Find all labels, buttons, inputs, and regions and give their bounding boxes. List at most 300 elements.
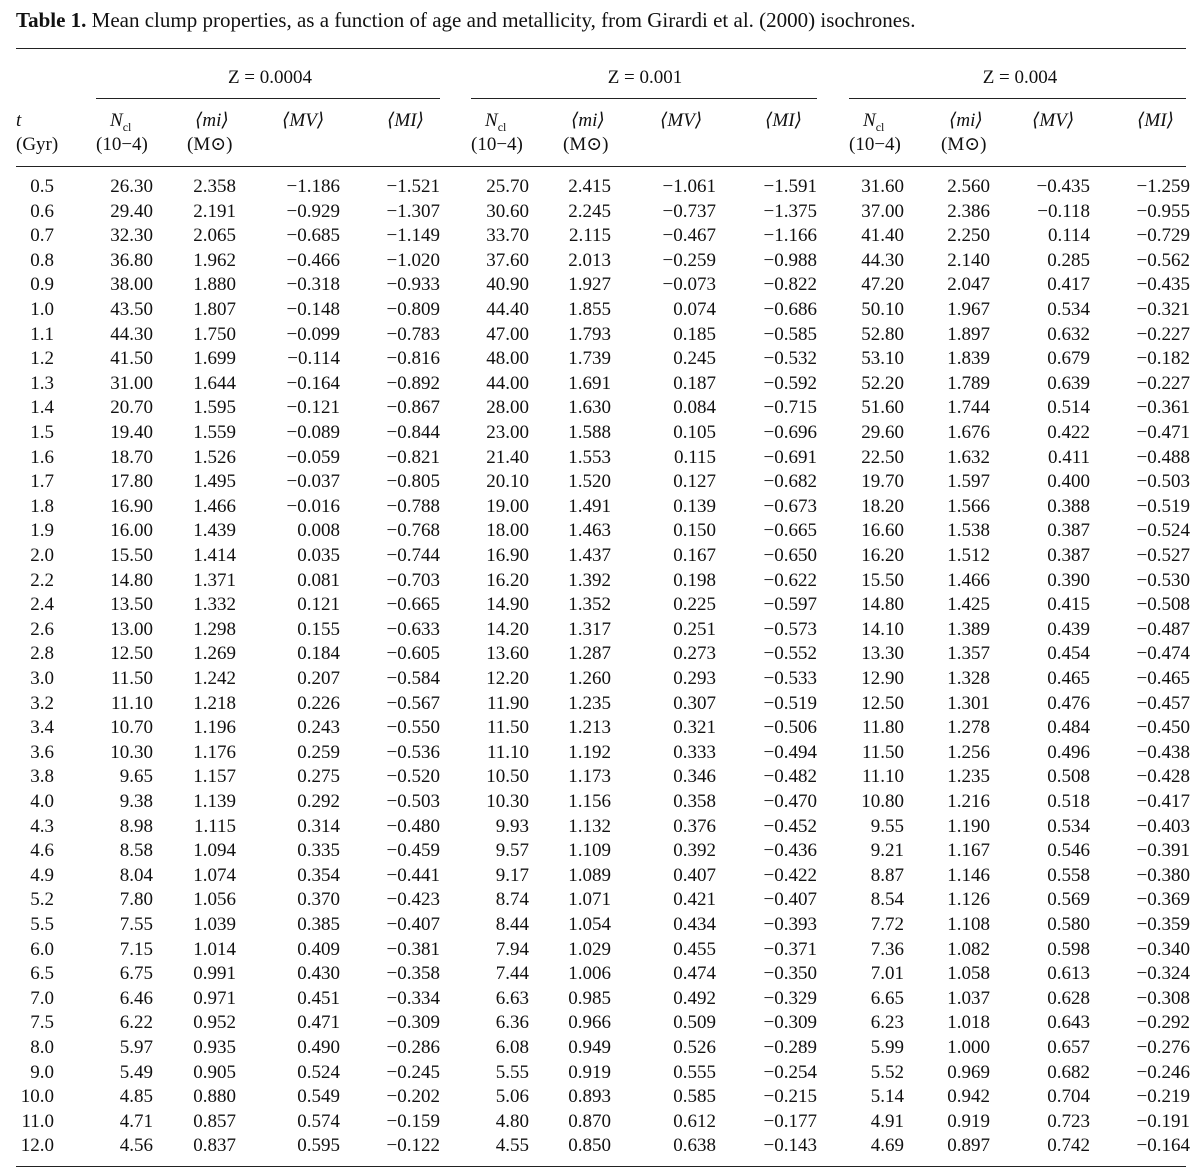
table-row: [0, 1134, 1200, 1159]
table-cell: 0.008: [297, 520, 340, 542]
ncl-symbol: N: [110, 110, 123, 131]
mi-symbol: ⟨mi⟩: [949, 110, 983, 131]
table-cell: −0.482: [763, 766, 817, 788]
table-cell: −0.471: [1136, 422, 1190, 443]
table-cell: 2.250: [947, 225, 990, 247]
table-cell: 2.065: [193, 225, 236, 247]
table-cell: 0.400: [1047, 471, 1090, 493]
table-cell: 0.595: [297, 1135, 340, 1157]
table-cell: 31.60: [861, 176, 904, 197]
table-cell: 8.58: [119, 840, 153, 862]
mi-header-1: [195, 110, 255, 132]
table-cell: 0.155: [297, 618, 340, 640]
table-cell: 0.150: [673, 520, 716, 542]
table-cell: 12.50: [110, 643, 153, 665]
table-cell: 1.298: [193, 618, 236, 640]
table-cell: 1.332: [193, 594, 236, 616]
table-cell: 1.109: [568, 840, 611, 862]
table-cell: 0.509: [673, 1012, 716, 1034]
table-cell: 0.639: [1047, 372, 1090, 394]
table-cell: 19.40: [110, 422, 153, 443]
table-cell: 1.750: [193, 323, 236, 345]
table-cell: 0.549: [297, 1086, 340, 1108]
table-cell: 1.157: [193, 766, 236, 788]
table-cell: −1.375: [763, 200, 817, 222]
table-cell: 0.127: [673, 471, 716, 493]
table-cell: −0.334: [386, 987, 440, 1009]
table-cell: 9.0: [30, 1061, 54, 1083]
table-cell: 0.225: [673, 594, 716, 616]
table-cell: −0.037: [286, 471, 340, 493]
table-cell: 0.514: [1047, 397, 1090, 419]
table-cell: 2.6: [30, 618, 54, 640]
table-cell: −0.508: [1136, 594, 1190, 616]
ncl-sub: cl: [497, 119, 507, 134]
table-cell: 2.386: [947, 200, 990, 222]
table-cell: −0.592: [763, 372, 817, 394]
table-cell: −0.691: [763, 446, 817, 468]
group-underline-3: [849, 98, 1186, 99]
table-cell: 4.69: [870, 1135, 904, 1157]
table-cell: −0.423: [386, 889, 440, 911]
table-cell: −0.821: [386, 446, 440, 468]
table-cell: 5.97: [119, 1037, 153, 1058]
table-cell: 1.108: [947, 914, 990, 935]
table-cell: 11.10: [110, 692, 153, 714]
table-cell: 1.301: [947, 692, 990, 714]
table-cell: 1.526: [193, 446, 236, 468]
table-cell: 0.857: [193, 1110, 236, 1132]
table-cell: 32.30: [110, 225, 153, 247]
table-cell: −0.737: [662, 200, 716, 222]
table-cell: −1.061: [662, 176, 716, 197]
table-row: [0, 962, 1200, 987]
table-cell: 14.20: [486, 618, 529, 640]
table-cell: 41.50: [110, 348, 153, 370]
table-cell: 8.44: [495, 914, 529, 935]
table-cell: −0.744: [386, 545, 440, 566]
table-cell: 0.409: [297, 938, 340, 960]
table-cell: 0.387: [1047, 520, 1090, 542]
table-cell: 1.167: [947, 840, 990, 862]
ncl-unit-header-2: [471, 134, 541, 156]
table-cell: −0.182: [1136, 348, 1190, 370]
table-cell: 1.793: [568, 323, 611, 345]
table-cell: 6.0: [30, 938, 54, 960]
table-cell: 1.242: [193, 668, 236, 689]
table-cell: 0.704: [1047, 1086, 1090, 1108]
table-cell: 1.139: [193, 791, 236, 812]
table-cell: 1.414: [193, 545, 236, 566]
table-cell: 1.196: [193, 717, 236, 739]
table-cell: 9.38: [119, 791, 153, 812]
table-cell: 0.5: [30, 176, 54, 197]
table-cell: 5.5: [30, 914, 54, 935]
table-cell: −0.329: [763, 987, 817, 1009]
table-cell: 1.317: [568, 618, 611, 640]
table-cell: 1.7: [30, 471, 54, 493]
mi-unit-header-2: [563, 134, 623, 156]
table-cell: 0.952: [193, 1012, 236, 1034]
table-cell: 12.50: [861, 692, 904, 714]
ncl-unit-header-1: [96, 134, 166, 156]
table-cell: 1.256: [947, 741, 990, 763]
table-cell: −0.324: [1136, 963, 1190, 985]
group-header-z004: Z = 0.004: [982, 67, 1058, 88]
table-cell: 7.55: [119, 914, 153, 935]
table-cell: −0.308: [1136, 987, 1190, 1009]
table-cell: 10.70: [110, 717, 153, 739]
table-cell: 37.00: [861, 200, 904, 222]
table-cell: 1.466: [193, 495, 236, 517]
table-cell: 0.139: [673, 495, 716, 517]
table-cell: 0.612: [673, 1110, 716, 1132]
table-cell: −0.393: [763, 914, 817, 935]
table-cell: −0.227: [1136, 323, 1190, 345]
table-cell: 10.0: [20, 1086, 54, 1108]
table-cell: 1.3: [30, 372, 54, 394]
table-cell: −1.307: [386, 200, 440, 222]
table-cell: 7.01: [870, 963, 904, 985]
table-cell: 1.132: [568, 815, 611, 837]
table-cell: 1.630: [568, 397, 611, 419]
table-cell: −0.245: [386, 1061, 440, 1083]
mi-symbol: ⟨mi⟩: [571, 110, 605, 131]
table-cell: 0.421: [673, 889, 716, 911]
table-cell: 1.235: [947, 766, 990, 788]
table-cell: 0.293: [673, 668, 716, 689]
table-cell: 12.0: [20, 1135, 54, 1157]
table-cell: −0.503: [1136, 471, 1190, 493]
table-cell: 0.723: [1047, 1110, 1090, 1132]
table-cell: −0.143: [763, 1135, 817, 1157]
table-cell: −0.467: [662, 225, 716, 247]
table-cell: −0.441: [386, 864, 440, 886]
table-cell: 1.2: [30, 348, 54, 370]
table-row: [0, 667, 1200, 692]
table-cell: 16.60: [861, 520, 904, 542]
table-cell: −0.573: [763, 618, 817, 640]
table-cell: 3.4: [30, 717, 54, 739]
table-cell: −0.459: [386, 840, 440, 862]
table-cell: 52.80: [861, 323, 904, 345]
table-cell: 0.407: [673, 864, 716, 886]
table-cell: 5.55: [495, 1061, 529, 1083]
table-cell: 0.307: [673, 692, 716, 714]
table-cell: 6.65: [870, 987, 904, 1009]
table-cell: 1.9: [30, 520, 54, 542]
table-cell: 2.560: [947, 176, 990, 197]
table-cell: 48.00: [486, 348, 529, 370]
mI-symbol: ⟨MI⟩: [765, 110, 802, 131]
table-cell: 0.084: [673, 397, 716, 419]
table-cell: 0.585: [673, 1086, 716, 1108]
table-cell: 0.880: [193, 1086, 236, 1108]
table-cell: 4.3: [30, 815, 54, 837]
table-cell: −0.503: [386, 791, 440, 812]
group-underline-2: [471, 98, 817, 99]
table-cell: −0.487: [1136, 618, 1190, 640]
table-cell: 52.20: [861, 372, 904, 394]
table-cell: 14.80: [110, 569, 153, 591]
mv-symbol: ⟨MV⟩: [282, 110, 325, 131]
table-cell: −0.381: [386, 938, 440, 960]
top-rule: [16, 48, 1186, 49]
table-cell: −0.519: [763, 692, 817, 714]
table-cell: −0.122: [386, 1135, 440, 1157]
table-cell: −0.350: [763, 963, 817, 985]
table-cell: −0.933: [386, 274, 440, 296]
t-symbol: t: [16, 110, 22, 131]
table-cell: 9.57: [495, 840, 529, 862]
table-cell: 1.699: [193, 348, 236, 370]
table-row: [0, 175, 1200, 200]
table-cell: 1.597: [947, 471, 990, 493]
table-cell: 11.10: [861, 766, 904, 788]
ncl-sub: cl: [122, 119, 132, 134]
mI-symbol: ⟨MI⟩: [1137, 110, 1174, 131]
table-cell: −0.488: [1136, 446, 1190, 468]
ncl-symbol: N: [863, 110, 876, 131]
table-cell: 12.90: [861, 668, 904, 689]
table-cell: 19.70: [861, 471, 904, 493]
table-cell: 0.411: [1047, 446, 1090, 468]
table-caption: [16, 6, 1186, 34]
table-cell: 9.17: [495, 864, 529, 886]
table-cell: 0.574: [297, 1110, 340, 1132]
table-cell: −0.340: [1136, 938, 1190, 960]
table-cell: −1.166: [763, 225, 817, 247]
table-cell: 0.558: [1047, 864, 1090, 886]
table-row: [0, 618, 1200, 643]
table-cell: 0.121: [297, 594, 340, 616]
table-cell: −0.450: [1136, 717, 1190, 739]
table-cell: −0.562: [1136, 249, 1190, 271]
table-cell: 4.91: [870, 1110, 904, 1132]
table-row: [0, 200, 1200, 225]
table-cell: 0.115: [673, 446, 716, 468]
table-cell: 2.191: [193, 200, 236, 222]
table-cell: 37.60: [486, 249, 529, 271]
table-cell: 7.80: [119, 889, 153, 911]
table-cell: −0.527: [1136, 545, 1190, 566]
table-cell: 2.8: [30, 643, 54, 665]
table-cell: 0.187: [673, 372, 716, 394]
table-cell: 0.207: [297, 668, 340, 689]
table-cell: 13.50: [110, 594, 153, 616]
table-cell: 0.657: [1047, 1037, 1090, 1058]
table-cell: −0.380: [1136, 864, 1190, 886]
table-cell: −0.650: [763, 545, 817, 566]
table-cell: −0.494: [763, 741, 817, 763]
table-row: [0, 372, 1200, 397]
table-cell: 0.415: [1047, 594, 1090, 616]
table-cell: −0.286: [386, 1037, 440, 1058]
table-row: [0, 519, 1200, 544]
table-cell: 10.30: [110, 741, 153, 763]
mi-unit-header-3: [941, 134, 1001, 156]
table-cell: −0.532: [763, 348, 817, 370]
table-cell: 1.491: [568, 495, 611, 517]
table-cell: 1.190: [947, 815, 990, 837]
table-cell: 11.90: [486, 692, 529, 714]
table-cell: 0.526: [673, 1037, 716, 1058]
table-cell: 0.969: [947, 1061, 990, 1083]
table-cell: 11.50: [110, 668, 153, 689]
table-cell: 1.278: [947, 717, 990, 739]
table-cell: 8.04: [119, 864, 153, 886]
table-cell: 19.00: [486, 495, 529, 517]
table-cell: −0.703: [386, 569, 440, 591]
table-cell: −0.219: [1136, 1086, 1190, 1108]
table-cell: −0.673: [763, 495, 817, 517]
table-cell: 0.9: [30, 274, 54, 296]
table-cell: 7.15: [119, 938, 153, 960]
table-cell: 5.2: [30, 889, 54, 911]
table-row: [0, 1061, 1200, 1086]
table-cell: 1.520: [568, 471, 611, 493]
table-cell: 29.60: [861, 422, 904, 443]
bottom-rule: [16, 1166, 1186, 1167]
table-cell: −0.403: [1136, 815, 1190, 837]
table-cell: 1.082: [947, 938, 990, 960]
table-cell: 0.6: [30, 200, 54, 222]
table-row: [0, 470, 1200, 495]
table-cell: 4.80: [495, 1110, 529, 1132]
table-row: [0, 692, 1200, 717]
table-cell: 2.0: [30, 545, 54, 566]
table-row: [0, 913, 1200, 938]
table-cell: 1.389: [947, 618, 990, 640]
table-cell: 1.058: [947, 963, 990, 985]
table-cell: −0.089: [286, 422, 340, 443]
table-cell: −0.816: [386, 348, 440, 370]
table-cell: 7.94: [495, 938, 529, 960]
table-row: [0, 224, 1200, 249]
table-cell: −0.550: [386, 717, 440, 739]
table-cell: −0.435: [1136, 274, 1190, 296]
table-cell: 10.30: [486, 791, 529, 812]
table-cell: −0.407: [386, 914, 440, 935]
table-cell: 3.6: [30, 741, 54, 763]
table-cell: 47.00: [486, 323, 529, 345]
table-cell: 0.335: [297, 840, 340, 862]
table-cell: 17.80: [110, 471, 153, 493]
table-cell: 1.074: [193, 864, 236, 886]
table-cell: −0.016: [286, 495, 340, 517]
table-cell: −1.521: [386, 176, 440, 197]
table-cell: 1.089: [568, 864, 611, 886]
table-cell: −0.584: [386, 668, 440, 689]
table-cell: 1.014: [193, 938, 236, 960]
table-cell: −0.289: [763, 1037, 817, 1058]
table-cell: 4.56: [119, 1135, 153, 1157]
table-cell: 0.185: [673, 323, 716, 345]
table-cell: 6.23: [870, 1012, 904, 1034]
table-cell: 31.00: [110, 372, 153, 394]
table-cell: 0.643: [1047, 1012, 1090, 1034]
table-cell: 1.146: [947, 864, 990, 886]
table-cell: 8.54: [870, 889, 904, 911]
table-row: [0, 347, 1200, 372]
table-cell: −0.435: [1036, 176, 1090, 197]
table-cell: 1.927: [568, 274, 611, 296]
table-cell: −0.309: [386, 1012, 440, 1034]
table-cell: 0.897: [947, 1135, 990, 1157]
table-cell: −0.465: [1136, 668, 1190, 689]
table-cell: 1.235: [568, 692, 611, 714]
table-cell: −0.729: [1136, 225, 1190, 247]
table-cell: 0.198: [673, 569, 716, 591]
table-row: [0, 839, 1200, 864]
table-cell: −0.783: [386, 323, 440, 345]
table-cell: 1.553: [568, 446, 611, 468]
table-cell: 8.74: [495, 889, 529, 911]
mv-header-1: [282, 110, 342, 132]
table-cell: −0.292: [1136, 1012, 1190, 1034]
table-cell: 0.546: [1047, 840, 1090, 862]
table-cell: 1.437: [568, 545, 611, 566]
table-cell: −0.417: [1136, 791, 1190, 812]
table-cell: −0.470: [763, 791, 817, 812]
table-cell: −0.202: [386, 1086, 440, 1108]
table-row: [0, 741, 1200, 766]
table-cell: 50.10: [861, 299, 904, 320]
table-cell: −0.519: [1136, 495, 1190, 517]
table-cell: −0.892: [386, 372, 440, 394]
table-cell: 0.114: [1047, 225, 1090, 247]
table-cell: −0.359: [1136, 914, 1190, 935]
table-cell: 0.893: [568, 1086, 611, 1108]
table-row: [0, 323, 1200, 348]
table-cell: 40.90: [486, 274, 529, 296]
table-cell: 1.000: [947, 1037, 990, 1058]
table-cell: 0.388: [1047, 495, 1090, 517]
table-cell: 0.679: [1047, 348, 1090, 370]
table-cell: 16.90: [486, 545, 529, 566]
table-cell: 23.00: [486, 422, 529, 443]
table-cell: 0.474: [673, 963, 716, 985]
table-cell: −0.164: [1136, 1135, 1190, 1157]
table-cell: 0.392: [673, 840, 716, 862]
table-cell: 6.22: [119, 1012, 153, 1034]
group-underline-1: [96, 98, 440, 99]
table-cell: −0.309: [763, 1012, 817, 1034]
table-cell: 6.63: [495, 987, 529, 1009]
table-cell: 1.463: [568, 520, 611, 542]
mi-header-2: [571, 110, 631, 132]
table-row: [0, 446, 1200, 471]
table-cell: 1.807: [193, 299, 236, 320]
table-cell: 44.00: [486, 372, 529, 394]
table-cell: 41.40: [861, 225, 904, 247]
table-cell: 1.216: [947, 791, 990, 812]
table-cell: 2.2: [30, 569, 54, 591]
table-cell: −0.436: [763, 840, 817, 862]
table-cell: 0.628: [1047, 987, 1090, 1009]
table-cell: 0.292: [297, 791, 340, 812]
table-cell: 44.30: [110, 323, 153, 345]
table-cell: 1.071: [568, 889, 611, 911]
table-row: [0, 1036, 1200, 1061]
table-cell: 15.50: [110, 545, 153, 566]
table-cell: 1.6: [30, 446, 54, 468]
table-cell: 0.508: [1047, 766, 1090, 788]
table-cell: 0.555: [673, 1061, 716, 1083]
table-cell: 0.632: [1047, 323, 1090, 345]
table-cell: −0.715: [763, 397, 817, 419]
table-cell: 0.358: [673, 791, 716, 812]
